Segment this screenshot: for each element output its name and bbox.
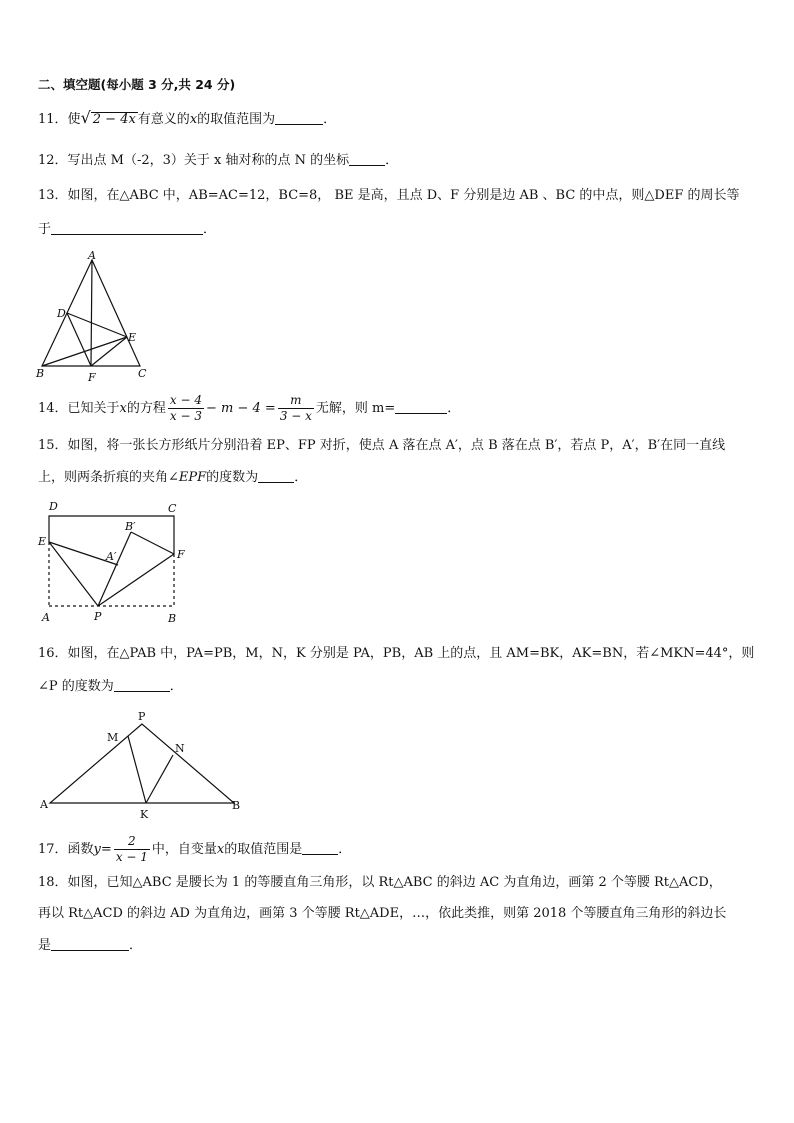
question-12: 12．写出点 M（-2，3）关于 x 轴对称的点 N 的坐标 ． bbox=[38, 153, 399, 168]
label-d: D bbox=[49, 500, 58, 513]
segment-mk bbox=[128, 736, 146, 803]
question-13-line1: 13．如图，在△ABC 中，AB=AC=12，BC=8， BE 是高，且点 D、F 分别是边 AB 、BC 的中点，则△DEF 的周长等 bbox=[38, 188, 740, 203]
label-p: P bbox=[138, 710, 146, 723]
label-f: F bbox=[177, 548, 185, 561]
label-e: E bbox=[128, 331, 137, 344]
label-b1: B′ bbox=[125, 520, 136, 533]
section-title: 二、填空题(每小题 3 分,共 24 分) bbox=[38, 77, 236, 92]
figure-q15-folded-rectangle bbox=[34, 498, 204, 630]
answer-blank-16[interactable] bbox=[114, 679, 170, 692]
question-15-line2: 上，则两条折痕的夹角∠EPF的度数为 ． bbox=[38, 470, 308, 485]
label-b: B bbox=[232, 799, 241, 812]
answer-blank-15[interactable] bbox=[258, 470, 294, 483]
label-d: D bbox=[57, 307, 66, 320]
label-b: B bbox=[36, 367, 45, 380]
label-n: N bbox=[175, 742, 185, 755]
answer-blank-13[interactable] bbox=[51, 222, 203, 235]
answer-blank-11[interactable] bbox=[275, 112, 323, 125]
segment-af bbox=[91, 260, 92, 366]
label-a: A bbox=[42, 611, 50, 624]
label-c: C bbox=[138, 367, 147, 380]
label-e: E bbox=[38, 535, 47, 548]
segment-kn bbox=[146, 755, 173, 803]
answer-blank-17[interactable] bbox=[302, 842, 338, 855]
label-c: C bbox=[168, 502, 177, 515]
sqrt-sign: √ bbox=[80, 108, 91, 127]
radicand: 2 − 4x bbox=[92, 112, 136, 127]
figure-q16-triangle bbox=[36, 706, 251, 822]
label-b: B bbox=[168, 612, 177, 625]
label-p: P bbox=[94, 610, 102, 623]
segment-ef bbox=[91, 337, 127, 366]
question-16-line1: 16．如图，在△PAB 中，PA=PB，M，N，K 分别是 PA，PB，AB 上的点，且 AM=BK，AK=BN，若∠MKN=44°，则 bbox=[38, 646, 755, 661]
triangle-pab bbox=[50, 724, 234, 803]
question-11: 11．使√ 2 − 4x 有意义的x的取值范围为 ． bbox=[38, 108, 337, 127]
fraction-q17: $\frac{2}{x - 1}$ bbox=[115, 834, 148, 864]
label-a1: A′ bbox=[106, 550, 117, 563]
label-m: M bbox=[107, 731, 119, 744]
question-18-line2: 再以 Rt△ACD 的斜边 AD 为直角边，画第 3 个等腰 Rt△ADE，…，依此类推，则第 2018 个等腰直角三角形的斜边长 bbox=[38, 906, 727, 921]
crease-ep bbox=[49, 542, 98, 606]
question-18-line1: 18．如图，已知△ABC 是腰长为 1 的等腰直角三角形，以 Rt△ABC 的斜边 AC 为直角边，画第 2 个等腰 Rt△ACD， bbox=[38, 875, 722, 890]
question-14: 14．已知关于x的方程 $\frac{x - 4}{x - 3}$ − m − 4 = $\frac{m}{3 - x}$ 无解，则 m= ． bbox=[38, 393, 461, 423]
label-k: K bbox=[140, 808, 149, 821]
fraction-1: $\frac{x - 4}{x - 3}$ bbox=[169, 393, 202, 423]
label-a: A bbox=[88, 249, 96, 262]
fraction-2: $\frac{m}{3 - x}$ bbox=[279, 393, 312, 423]
answer-blank-12[interactable] bbox=[349, 153, 385, 166]
question-17: 17．函数y= $\frac{2}{x - 1}$ 中，自变量x的取值范围是 ． bbox=[38, 834, 352, 864]
figure-q13-triangle bbox=[30, 248, 160, 384]
question-16-line2: ∠P 的度数为 ． bbox=[38, 679, 183, 694]
segment-b1f bbox=[131, 532, 174, 554]
answer-blank-14[interactable] bbox=[395, 401, 447, 414]
label-a: A bbox=[40, 798, 48, 811]
question-13-line2: 于 ． bbox=[38, 222, 217, 237]
answer-blank-18[interactable] bbox=[51, 938, 129, 951]
question-18-line3: 是 ． bbox=[38, 938, 143, 953]
question-15-line1: 15．如图，将一张长方形纸片分别沿着 EP、FP 对折，使点 A 落在点 A′，点 B 落在点 B′，若点 P，A′，B′在同一直线 bbox=[38, 438, 726, 453]
label-f: F bbox=[88, 371, 96, 384]
